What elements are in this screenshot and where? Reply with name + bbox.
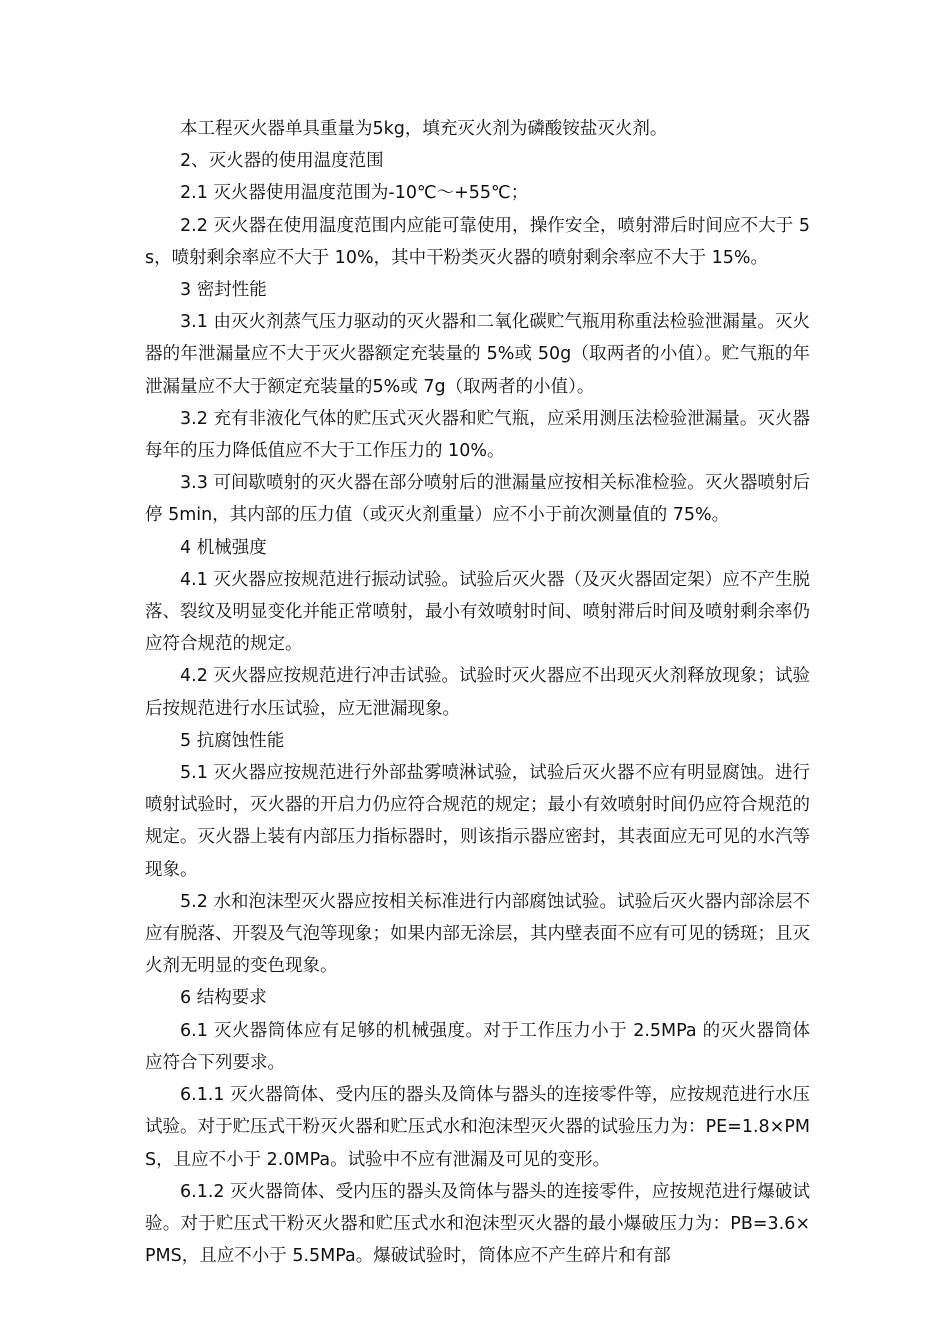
section-heading-corrosion: 5 抗腐蚀性能 <box>180 730 285 751</box>
paragraph-2-2: 2.2 灭火器在使用温度范围内应能可靠使用，操作安全，喷射滞后时间应不大于 5s，喷射剩余率应不大于 10%，其中干粉类灭火器的喷射剩余率应不大于 15%。 <box>145 215 810 268</box>
paragraph-3-1: 3.1 由灭火剂蒸气压力驱动的灭火器和二氧化碳贮气瓶用称重法检验泄漏量。灭火器的年泄漏量应不大于灭火器额定充装量的 5%或 50g（取两者的小值）。贮气瓶的年泄漏量应不大于额定充装量的5%或 7g（取两者的小值）。 <box>145 312 810 397</box>
paragraph-3-3: 3.3 可间歇喷射的灭火器在部分喷射后的泄漏量应按相关标准检验。灭火器喷射后停 5min，其内部的压力值（或灭火剂重量）应不小于前次测量值的 75%。 <box>145 473 810 526</box>
paragraph-intro: 本工程灭火器单具重量为5kg，填充灭火剂为磷酸铵盐灭火剂。 <box>180 119 668 139</box>
paragraph-2-1: 2.1 灭火器使用温度范围为-10℃～+55℃； <box>180 183 529 204</box>
paragraph-3-2: 3.2 充有非液化气体的贮压式灭火器和贮气瓶，应采用测压法检验泄漏量。灭火器每年的压力降低值应不大于工作压力的 10%。 <box>145 408 810 462</box>
document-body <box>145 113 810 1272</box>
paragraph-6-1: 6.1 灭火器筒体应有足够的机械强度。对于工作压力小于 2.5MPa 的灭火器筒体应符合下列要求。 <box>145 1020 810 1073</box>
paragraph-6-1-2: 6.1.2 灭火器筒体、受内压的器头及筒体与器头的连接零件，应按规范进行爆破试验。对于贮压式干粉灭火器和贮压式水和泡沫型灭火器的最小爆破压力为：PB=3.6×PMS，且应不小于 5.5MPa。爆破试验时，筒体应不产生碎片和有部 <box>145 1181 810 1267</box>
paragraph-5-2: 5.2 水和泡沫型灭火器应按相关标准进行内部腐蚀试验。试验后灭火器内部涂层不应有脱落、开裂及气泡等现象；如果内部无涂层，其内壁表面不应有可见的锈斑；且灭火剂无明显的变色现象。 <box>145 891 810 977</box>
paragraph-5-1: 5.1 灭火器应按规范进行外部盐雾喷淋试验，试验后灭火器不应有明显腐蚀。进行喷射试验时，灭火器的开启力仍应符合规范的规定；最小有效喷射时间仍应符合规范的规定。灭火器上装有内部压力指标器时，则该指示器应密封，其表面应无可见的水汽等现象。 <box>145 763 810 880</box>
section-heading-mechanical: 4 机械强度 <box>180 537 267 558</box>
section-heading-structure: 6 结构要求 <box>180 988 267 1009</box>
paragraph-4-1: 4.1 灭火器应按规范进行振动试验。试验后灭火器（及灭火器固定架）应不产生脱落、裂纹及明显变化并能正常喷射，最小有效喷射时间、喷射滞后时间及喷射剩余率仍应符合规范的规定。 <box>145 569 810 655</box>
paragraph-4-2: 4.2 灭火器应按规范进行冲击试验。试验时灭火器应不出现灭火剂释放现象；试验后按规范进行水压试验，应无泄漏现象。 <box>145 666 810 719</box>
section-heading-sealing: 3 密封性能 <box>180 280 267 301</box>
section-heading-temperature: 2、灭火器的使用温度范围 <box>180 151 384 172</box>
paragraph-6-1-1: 6.1.1 灭火器筒体、受内压的器头及筒体与器头的连接零件等，应按规范进行水压试验。对于贮压式干粉灭火器和贮压式水和泡沫型灭火器的试验压力为：PE=1.8×PMS，且应不小于 2.0MPa。试验中不应有泄漏及可见的变形。 <box>145 1085 810 1170</box>
